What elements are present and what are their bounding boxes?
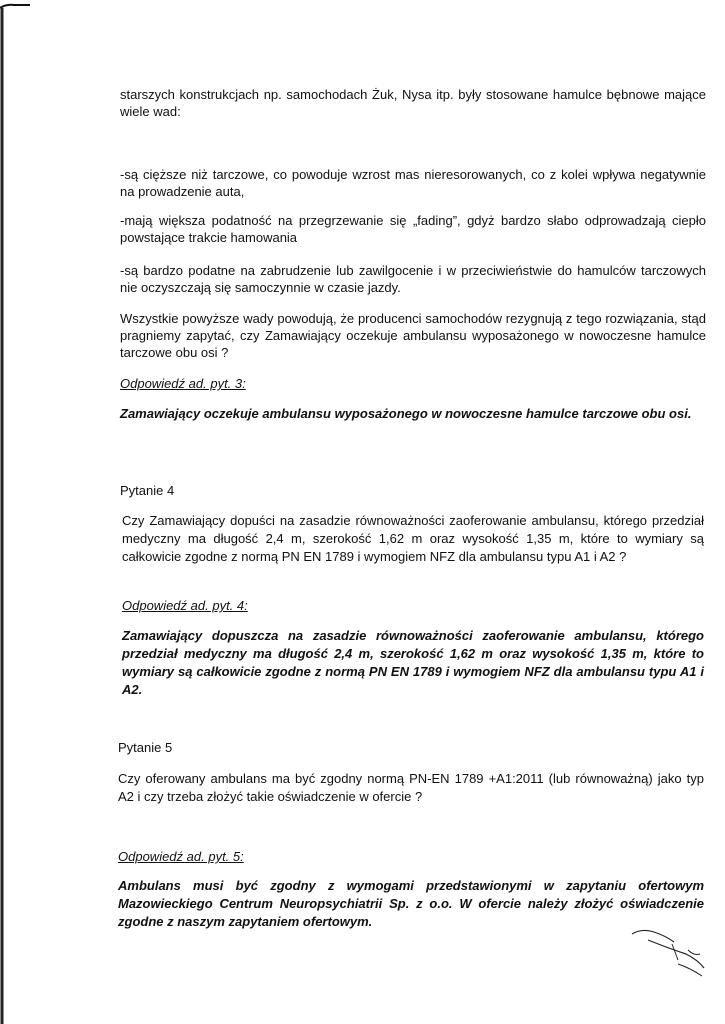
answer-3-text: Zamawiający oczekuje ambulansu wyposażonego w nowoczesne hamulce tarczowe obu osi. xyxy=(120,406,692,421)
intro-paragraph: starszych konstrukcjach np. samochodach Żuk, Nysa itp. były stosowane hamulce bębnowe mające wiele wad: xyxy=(120,87,706,119)
answer-5-text: Ambulans musi być zgodny z wymogami przedstawionymi w zapytaniu ofertowym Mazowieckiego Centrum Neuropsychiatrii Sp. z o.o. W ofercie należy złożyć oświadczenie zgodne z naszym zapytaniem ofertowym. xyxy=(118,878,704,929)
bullet-fading: -mają większa podatność na przegrzewanie się „fading”, gdyż bardzo słabo odprowadzają ciepło powstające trakcie hamowania xyxy=(120,213,706,245)
answer-4-text: Zamawiający dopuszcza na zasadzie równoważności zaoferowanie ambulansu, którego przedział medyczny ma długość 2,4 m, szerokość 1,62 m oraz wysokość 1,35 m, które to wymiary są całkowicie zgodne z normą PN EN 1789 i wymogiem NFZ dla ambulansu typu A1 i A2. xyxy=(122,628,704,697)
answer-4-label: Odpowiedź ad. pyt. 4: xyxy=(122,598,248,613)
answer-5-label: Odpowiedź ad. pyt. 5: xyxy=(118,849,244,864)
answer-3-label: Odpowiedź ad. pyt. 3: xyxy=(120,376,246,391)
question-5-heading: Pytanie 5 xyxy=(118,740,173,755)
question-5-text: Czy oferowany ambulans ma być zgodny normą PN-EN 1789 +A1:2011 (lub równoważną) jako typ A2 i czy trzeba złożyć takie oświadczenie w ofercie ? xyxy=(118,771,704,804)
question-3-tail: Wszystkie powyższe wady powodują, że producenci samochodów rezygnują z tego rozwiązania, stąd pragniemy zapytać, czy Zamawiający oczekuje ambulansu wyposażonego w nowoczesne hamulce tarczowe obu osi ? xyxy=(120,311,706,360)
scan-edge-mark xyxy=(0,0,32,1024)
signature-mark xyxy=(628,920,708,980)
bullet-heavier: -są cięższe niż tarczowe, co powoduje wzrost mas nieresorowanych, co z kolei wpływa negatywnie na prowadzenie auta, xyxy=(120,167,706,199)
question-4-text: Czy Zamawiający dopuści na zasadzie równoważności zaoferowanie ambulansu, którego przedział medyczny ma długość 2,4 m, szerokość 1,62 m oraz wysokość 1,35 m, które to wymiary są całkowicie zgodne z normą PN EN 1789 i wymogiem NFZ dla ambulansu typu A1 i A2 ? xyxy=(122,513,704,564)
question-4-heading: Pytanie 4 xyxy=(120,483,175,498)
bullet-dirt: -są bardzo podatne na zabrudzenie lub zawilgocenie i w przeciwieństwie do hamulców tarczowych nie oczyszczają się samoczynnie w czasie jazdy. xyxy=(120,263,706,295)
